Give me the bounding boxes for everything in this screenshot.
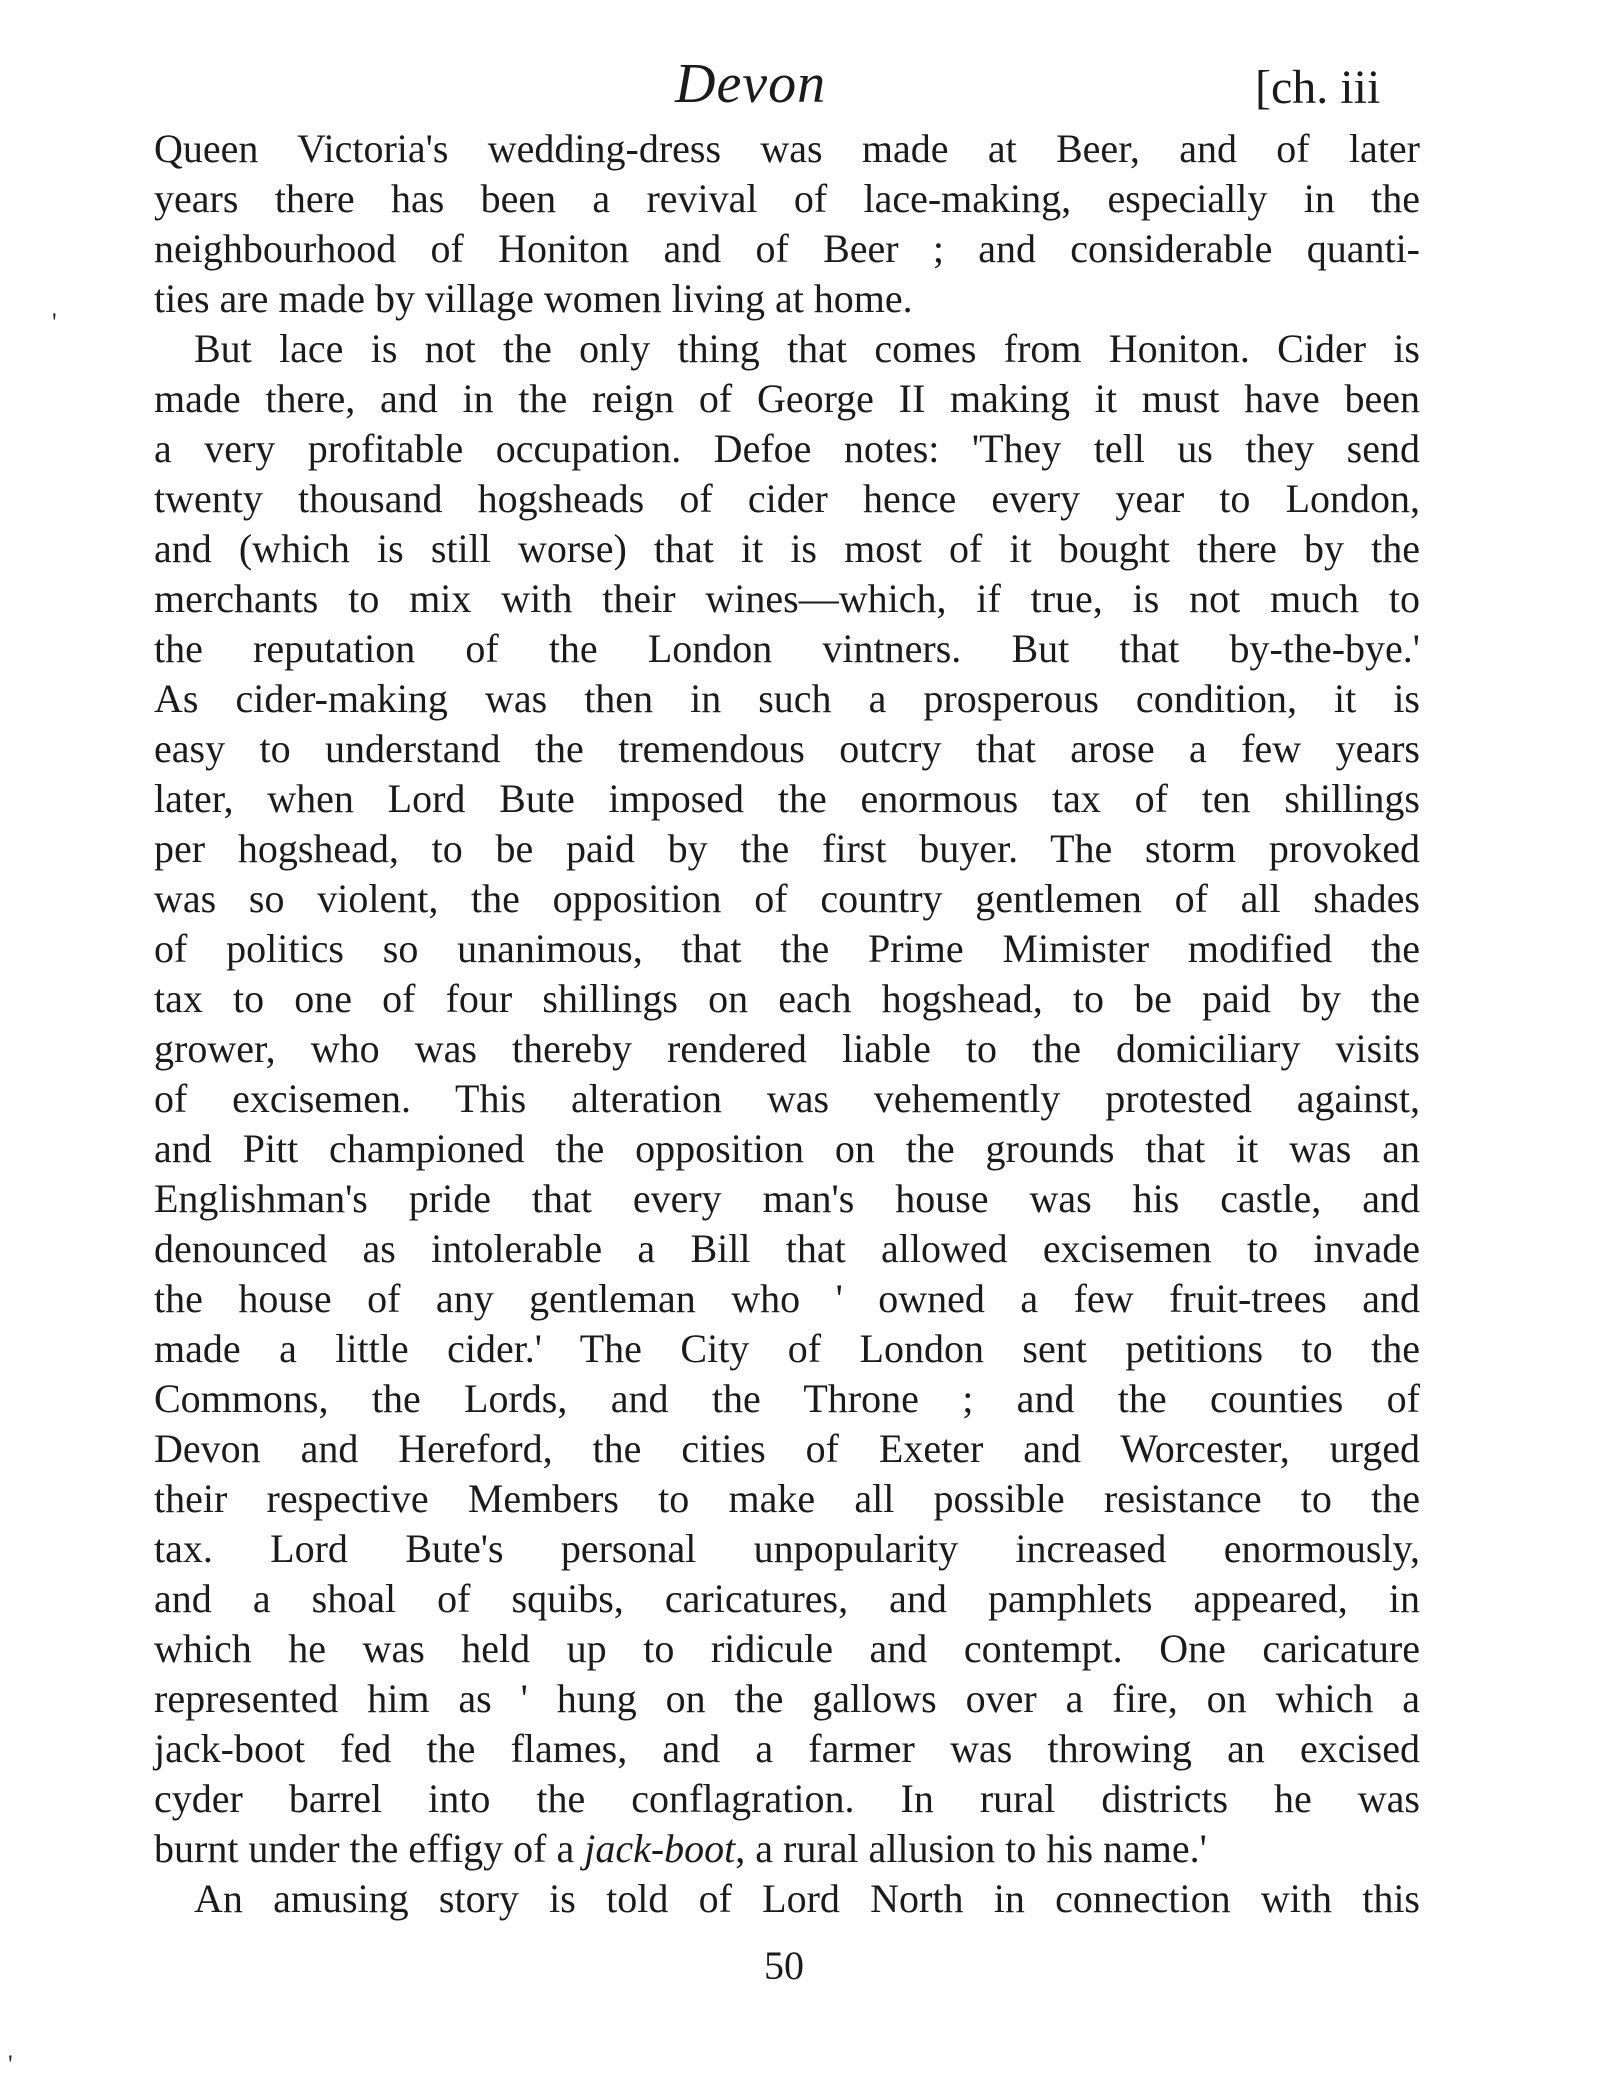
italic-text-run: jack-boot	[584, 1826, 736, 1871]
text-line	[154, 1824, 1420, 1874]
text-line: An amusing story is told of Lord North in connection with this	[194, 1876, 1420, 1921]
text-line: easy to understand the tremendous outcry that arose a few years	[154, 726, 1420, 771]
text-run: , a rural allusion to his name.'	[735, 1826, 1207, 1871]
text-line: But lace is not the only thing that comes from Honiton. Cider is	[194, 326, 1420, 371]
text-line: was so violent, the opposition of country gentlemen of all shades	[154, 876, 1420, 921]
chapter-reference: [ch. iii	[1255, 61, 1381, 114]
margin-mark: '	[52, 308, 57, 337]
text-line: ties are made by village women living at home.	[154, 276, 913, 321]
text-line: denounced as intolerable a Bill that allowed excisemen to invade	[154, 1226, 1420, 1271]
text-line: a very profitable occupation. Defoe notes: 'They tell us they send	[154, 426, 1420, 471]
text-line: Commons, the Lords, and the Throne ; and the counties of	[154, 1376, 1420, 1421]
text-line: and a shoal of squibs, caricatures, and pamphlets appeared, in	[154, 1576, 1420, 1621]
text-line: per hogshead, to be paid by the first buyer. The storm provoked	[154, 826, 1420, 871]
text-line: made there, and in the reign of George II making it must have been	[154, 376, 1420, 421]
margin-mark: '	[8, 2050, 13, 2079]
text-line: of excisemen. This alteration was vehemently protested against,	[154, 1076, 1420, 1121]
text-line: merchants to mix with their wines—which, if true, is not much to	[154, 576, 1420, 621]
text-line: Queen Victoria's wedding-dress was made at Beer, and of later	[154, 126, 1420, 171]
text-line: tax to one of four shillings on each hogshead, to be paid by the	[154, 976, 1420, 1021]
text-line: Devon and Hereford, the cities of Exeter and Worcester, urged	[154, 1426, 1420, 1471]
text-line: twenty thousand hogsheads of cider hence every year to London,	[154, 476, 1420, 521]
text-line: of politics so unanimous, that the Prime Mimister modified the	[154, 926, 1420, 971]
text-line: made a little cider.' The City of London sent petitions to the	[154, 1326, 1420, 1371]
text-line: the reputation of the London vintners. But that by-the-bye.'	[154, 626, 1420, 671]
text-line: neighbourhood of Honiton and of Beer ; and considerable quanti-	[154, 226, 1420, 271]
text-line: which he was held up to ridicule and contempt. One caricature	[154, 1626, 1420, 1671]
text-line: years there has been a revival of lace-making, especially in the	[154, 176, 1420, 221]
page-number: 50	[764, 1943, 804, 1988]
text-line: As cider-making was then in such a prosperous condition, it is	[154, 676, 1420, 721]
text-line: the house of any gentleman who ' owned a few fruit-trees and	[154, 1276, 1420, 1321]
text-line: and (which is still worse) that it is most of it bought there by the	[154, 526, 1420, 571]
text-line: Englishman's pride that every man's house was his castle, and	[154, 1176, 1420, 1221]
text-line: later, when Lord Bute imposed the enormous tax of ten shillings	[154, 776, 1420, 821]
text-line: grower, who was thereby rendered liable to the domiciliary visits	[154, 1026, 1420, 1071]
text-line: represented him as ' hung on the gallows over a fire, on which a	[154, 1676, 1420, 1721]
text-run: burnt under the effigy of a	[154, 1826, 585, 1871]
text-line: and Pitt championed the opposition on the grounds that it was an	[154, 1126, 1420, 1171]
body-text	[154, 124, 1420, 1924]
text-line: tax. Lord Bute's personal unpopularity increased enormously,	[154, 1526, 1420, 1571]
text-line: jack-boot fed the flames, and a farmer was throwing an excised	[154, 1726, 1420, 1771]
text-line: cyder barrel into the conflagration. In rural districts he was	[154, 1776, 1420, 1821]
text-line: their respective Members to make all possible resistance to the	[154, 1476, 1420, 1521]
running-title: Devon	[675, 53, 827, 115]
